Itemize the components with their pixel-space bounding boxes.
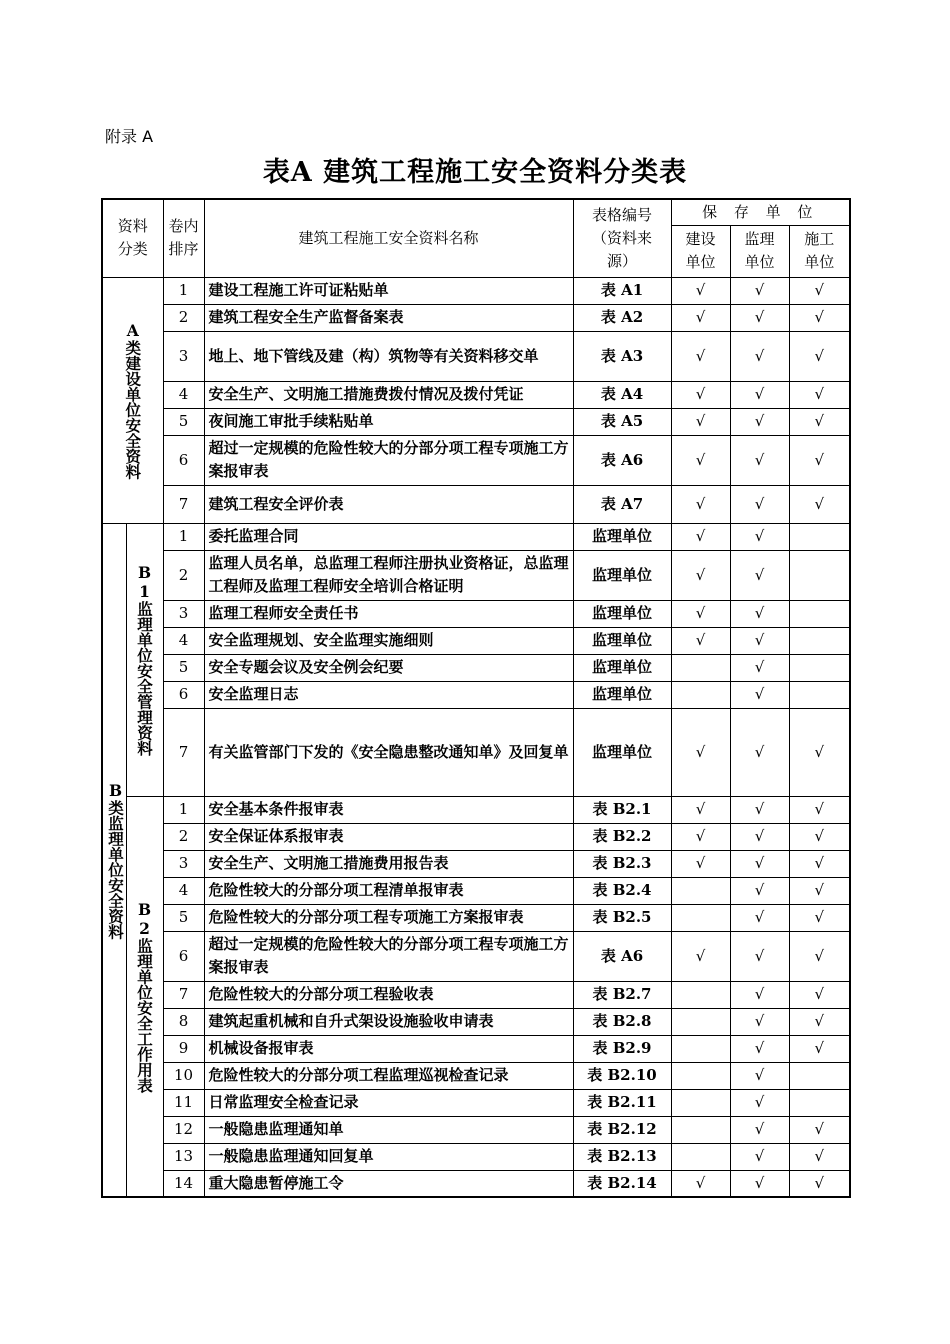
row-doc-name: 安全专题会议及安全例会纪要 bbox=[204, 654, 573, 681]
row-form-code: 表 B2.4 bbox=[573, 877, 671, 904]
check-supervise: √ bbox=[730, 550, 789, 600]
row-seq: 12 bbox=[163, 1116, 204, 1143]
row-form-code: 表 B2.3 bbox=[573, 850, 671, 877]
table-row bbox=[102, 1008, 850, 1035]
row-seq: 5 bbox=[163, 904, 204, 931]
check-construct: √ bbox=[789, 877, 850, 904]
check-supervise: √ bbox=[730, 523, 789, 550]
check-construct: √ bbox=[789, 850, 850, 877]
row-seq: 3 bbox=[163, 850, 204, 877]
row-doc-name: 危险性较大的分部分项工程清单报审表 bbox=[204, 877, 573, 904]
check-supervise: √ bbox=[730, 1035, 789, 1062]
check-supervise: √ bbox=[730, 708, 789, 796]
subcategory-label: B2监理单位安全工作用表 bbox=[135, 899, 154, 1093]
row-seq: 4 bbox=[163, 381, 204, 408]
table-row bbox=[102, 600, 850, 627]
check-construct bbox=[789, 1089, 850, 1116]
row-doc-name: 安全监理规划、安全监理实施细则 bbox=[204, 627, 573, 654]
check-build bbox=[671, 654, 730, 681]
row-seq: 10 bbox=[163, 1062, 204, 1089]
table-row bbox=[102, 1089, 850, 1116]
row-seq: 7 bbox=[163, 485, 204, 523]
row-seq: 6 bbox=[163, 681, 204, 708]
table-row bbox=[102, 381, 850, 408]
row-doc-name: 危险性较大的分部分项工程监理巡视检查记录 bbox=[204, 1062, 573, 1089]
row-form-code: 表 B2.9 bbox=[573, 1035, 671, 1062]
row-doc-name: 安全生产、文明施工措施费拨付情况及拨付凭证 bbox=[204, 381, 573, 408]
check-build bbox=[671, 1008, 730, 1035]
check-supervise: √ bbox=[730, 1143, 789, 1170]
row-form-code: 表 A6 bbox=[573, 931, 671, 981]
row-form-code: 监理单位 bbox=[573, 550, 671, 600]
check-supervise: √ bbox=[730, 981, 789, 1008]
table-row bbox=[102, 627, 850, 654]
row-seq: 7 bbox=[163, 708, 204, 796]
check-supervise: √ bbox=[730, 823, 789, 850]
row-form-code: 表 B2.2 bbox=[573, 823, 671, 850]
row-seq: 2 bbox=[163, 823, 204, 850]
row-seq: 2 bbox=[163, 304, 204, 331]
table-row bbox=[102, 1170, 850, 1197]
check-construct bbox=[789, 600, 850, 627]
row-doc-name: 重大隐患暂停施工令 bbox=[204, 1170, 573, 1197]
category-a-cell bbox=[102, 277, 163, 523]
check-construct bbox=[789, 627, 850, 654]
check-build: √ bbox=[671, 823, 730, 850]
table-row bbox=[102, 796, 850, 823]
table-row bbox=[102, 277, 850, 304]
header-category: 资料分类 bbox=[102, 199, 163, 277]
header-name: 建筑工程施工安全资料名称 bbox=[204, 199, 573, 277]
check-supervise: √ bbox=[730, 1170, 789, 1197]
check-construct bbox=[789, 1062, 850, 1089]
row-doc-name: 委托监理合同 bbox=[204, 523, 573, 550]
check-construct: √ bbox=[789, 304, 850, 331]
check-supervise: √ bbox=[730, 681, 789, 708]
table-row bbox=[102, 408, 850, 435]
row-seq: 11 bbox=[163, 1089, 204, 1116]
table-row bbox=[102, 1062, 850, 1089]
check-supervise: √ bbox=[730, 654, 789, 681]
row-form-code: 表 A6 bbox=[573, 435, 671, 485]
row-form-code: 表 B2.14 bbox=[573, 1170, 671, 1197]
row-form-code: 表 B2.8 bbox=[573, 1008, 671, 1035]
check-build: √ bbox=[671, 304, 730, 331]
check-construct bbox=[789, 654, 850, 681]
row-doc-name: 日常监理安全检查记录 bbox=[204, 1089, 573, 1116]
row-doc-name: 安全基本条件报审表 bbox=[204, 796, 573, 823]
row-doc-name: 安全保证体系报审表 bbox=[204, 823, 573, 850]
check-construct: √ bbox=[789, 408, 850, 435]
check-supervise: √ bbox=[730, 381, 789, 408]
row-form-code: 表 A1 bbox=[573, 277, 671, 304]
row-doc-name: 夜间施工审批手续粘贴单 bbox=[204, 408, 573, 435]
check-build: √ bbox=[671, 796, 730, 823]
row-form-code: 表 B2.12 bbox=[573, 1116, 671, 1143]
check-construct: √ bbox=[789, 435, 850, 485]
category-b-label: B类监理单位安全资料 bbox=[106, 780, 125, 939]
check-supervise: √ bbox=[730, 1116, 789, 1143]
row-form-code: 表 B2.1 bbox=[573, 796, 671, 823]
row-doc-name: 建筑起重机械和自升式架设设施验收申请表 bbox=[204, 1008, 573, 1035]
table-row bbox=[102, 654, 850, 681]
check-construct: √ bbox=[789, 1116, 850, 1143]
row-doc-name: 一般隐患监理通知回复单 bbox=[204, 1143, 573, 1170]
appendix-label: 附录 A bbox=[105, 127, 154, 146]
safety-document-table bbox=[101, 198, 851, 1198]
check-construct: √ bbox=[789, 331, 850, 381]
row-doc-name: 安全监理日志 bbox=[204, 681, 573, 708]
row-seq: 4 bbox=[163, 877, 204, 904]
check-build: √ bbox=[671, 485, 730, 523]
table-row bbox=[102, 981, 850, 1008]
check-supervise: √ bbox=[730, 1089, 789, 1116]
row-doc-name: 建筑工程安全评价表 bbox=[204, 485, 573, 523]
row-doc-name: 超过一定规模的危险性较大的分部分项工程专项施工方案报审表 bbox=[204, 435, 573, 485]
table-row bbox=[102, 931, 850, 981]
table-row bbox=[102, 550, 850, 600]
check-build bbox=[671, 1035, 730, 1062]
subcategory-label: B1监理单位安全管理资料 bbox=[135, 563, 154, 756]
row-form-code: 表 A3 bbox=[573, 331, 671, 381]
check-supervise: √ bbox=[730, 931, 789, 981]
header-seq: 卷内排序 bbox=[163, 199, 204, 277]
check-construct bbox=[789, 523, 850, 550]
check-supervise: √ bbox=[730, 1008, 789, 1035]
check-build bbox=[671, 904, 730, 931]
check-build: √ bbox=[671, 523, 730, 550]
check-supervise: √ bbox=[730, 904, 789, 931]
check-construct: √ bbox=[789, 796, 850, 823]
table-row bbox=[102, 904, 850, 931]
header-keep-units: 保 存 单 位 bbox=[671, 199, 850, 225]
table-row bbox=[102, 1035, 850, 1062]
row-seq: 3 bbox=[163, 331, 204, 381]
check-build: √ bbox=[671, 850, 730, 877]
table-row bbox=[102, 331, 850, 381]
check-build: √ bbox=[671, 600, 730, 627]
check-construct: √ bbox=[789, 823, 850, 850]
row-doc-name: 危险性较大的分部分项工程专项施工方案报审表 bbox=[204, 904, 573, 931]
row-doc-name: 超过一定规模的危险性较大的分部分项工程专项施工方案报审表 bbox=[204, 931, 573, 981]
check-construct: √ bbox=[789, 277, 850, 304]
row-doc-name: 机械设备报审表 bbox=[204, 1035, 573, 1062]
row-form-code: 监理单位 bbox=[573, 600, 671, 627]
row-doc-name: 建设工程施工许可证粘贴单 bbox=[204, 277, 573, 304]
check-build bbox=[671, 877, 730, 904]
check-build: √ bbox=[671, 381, 730, 408]
check-supervise: √ bbox=[730, 796, 789, 823]
table-row bbox=[102, 485, 850, 523]
row-doc-name: 监理工程师安全责任书 bbox=[204, 600, 573, 627]
check-construct: √ bbox=[789, 708, 850, 796]
row-doc-name: 安全生产、文明施工措施费用报告表 bbox=[204, 850, 573, 877]
row-doc-name: 一般隐患监理通知单 bbox=[204, 1116, 573, 1143]
check-supervise: √ bbox=[730, 600, 789, 627]
row-seq: 5 bbox=[163, 654, 204, 681]
check-construct: √ bbox=[789, 931, 850, 981]
row-form-code: 表 B2.10 bbox=[573, 1062, 671, 1089]
row-doc-name: 建筑工程安全生产监督备案表 bbox=[204, 304, 573, 331]
row-seq: 7 bbox=[163, 981, 204, 1008]
table-row bbox=[102, 304, 850, 331]
row-seq: 4 bbox=[163, 627, 204, 654]
check-construct: √ bbox=[789, 1170, 850, 1197]
check-construct: √ bbox=[789, 1035, 850, 1062]
page-title: 表A 建筑工程施工安全资料分类表 bbox=[262, 157, 688, 188]
header-unit-supervise: 监理单位 bbox=[730, 225, 789, 277]
check-build: √ bbox=[671, 331, 730, 381]
subcategory-cell bbox=[126, 523, 163, 796]
check-build: √ bbox=[671, 627, 730, 654]
check-supervise: √ bbox=[730, 277, 789, 304]
row-form-code: 监理单位 bbox=[573, 523, 671, 550]
category-b-cell bbox=[102, 523, 126, 1197]
table-row bbox=[102, 1116, 850, 1143]
table-row bbox=[102, 823, 850, 850]
check-supervise: √ bbox=[730, 435, 789, 485]
row-form-code: 监理单位 bbox=[573, 681, 671, 708]
check-construct: √ bbox=[789, 381, 850, 408]
check-construct bbox=[789, 550, 850, 600]
check-build: √ bbox=[671, 708, 730, 796]
row-form-code: 表 A4 bbox=[573, 381, 671, 408]
row-form-code: 表 A7 bbox=[573, 485, 671, 523]
row-seq: 14 bbox=[163, 1170, 204, 1197]
check-build bbox=[671, 1143, 730, 1170]
table-body bbox=[102, 277, 850, 1197]
row-form-code: 表 B2.13 bbox=[573, 1143, 671, 1170]
row-seq: 1 bbox=[163, 523, 204, 550]
check-build bbox=[671, 1062, 730, 1089]
row-seq: 6 bbox=[163, 931, 204, 981]
row-form-code: 监理单位 bbox=[573, 654, 671, 681]
check-construct: √ bbox=[789, 981, 850, 1008]
row-doc-name: 监理人员名单，总监理工程师注册执业资格证，总监理工程师及监理工程师安全培训合格证明 bbox=[204, 550, 573, 600]
header-code: 表格编号（资料来源） bbox=[573, 199, 671, 277]
check-build bbox=[671, 981, 730, 1008]
row-seq: 3 bbox=[163, 600, 204, 627]
check-build bbox=[671, 681, 730, 708]
subcategory-cell bbox=[126, 796, 163, 1197]
check-construct: √ bbox=[789, 485, 850, 523]
check-construct bbox=[789, 681, 850, 708]
check-supervise: √ bbox=[730, 1062, 789, 1089]
check-construct: √ bbox=[789, 904, 850, 931]
row-seq: 13 bbox=[163, 1143, 204, 1170]
row-form-code: 表 B2.7 bbox=[573, 981, 671, 1008]
header-unit-construct: 施工单位 bbox=[789, 225, 850, 277]
row-form-code: 表 B2.11 bbox=[573, 1089, 671, 1116]
check-construct: √ bbox=[789, 1143, 850, 1170]
check-supervise: √ bbox=[730, 304, 789, 331]
row-form-code: 表 B2.5 bbox=[573, 904, 671, 931]
table-row bbox=[102, 681, 850, 708]
row-form-code: 表 A5 bbox=[573, 408, 671, 435]
check-supervise: √ bbox=[730, 627, 789, 654]
header-unit-build: 建设单位 bbox=[671, 225, 730, 277]
check-build: √ bbox=[671, 435, 730, 485]
row-doc-name: 有关监管部门下发的《安全隐患整改通知单》及回复单 bbox=[204, 708, 573, 796]
table-row bbox=[102, 708, 850, 796]
row-seq: 6 bbox=[163, 435, 204, 485]
check-build: √ bbox=[671, 277, 730, 304]
row-seq: 2 bbox=[163, 550, 204, 600]
check-supervise: √ bbox=[730, 485, 789, 523]
table-row bbox=[102, 850, 850, 877]
table-row bbox=[102, 1143, 850, 1170]
category-a-label: A类建设单位安全资料 bbox=[123, 320, 143, 480]
row-form-code: 表 A2 bbox=[573, 304, 671, 331]
check-supervise: √ bbox=[730, 408, 789, 435]
check-construct: √ bbox=[789, 1008, 850, 1035]
row-seq: 1 bbox=[163, 277, 204, 304]
check-build bbox=[671, 1089, 730, 1116]
check-build bbox=[671, 1116, 730, 1143]
check-build: √ bbox=[671, 408, 730, 435]
check-supervise: √ bbox=[730, 850, 789, 877]
row-doc-name: 危险性较大的分部分项工程验收表 bbox=[204, 981, 573, 1008]
row-seq: 9 bbox=[163, 1035, 204, 1062]
table-row bbox=[102, 435, 850, 485]
table-row bbox=[102, 523, 850, 550]
row-form-code: 监理单位 bbox=[573, 627, 671, 654]
check-supervise: √ bbox=[730, 877, 789, 904]
row-seq: 5 bbox=[163, 408, 204, 435]
row-doc-name: 地上、地下管线及建（构）筑物等有关资料移交单 bbox=[204, 331, 573, 381]
check-supervise: √ bbox=[730, 331, 789, 381]
check-build: √ bbox=[671, 550, 730, 600]
check-build: √ bbox=[671, 1170, 730, 1197]
row-form-code: 监理单位 bbox=[573, 708, 671, 796]
row-seq: 1 bbox=[163, 796, 204, 823]
table-row bbox=[102, 877, 850, 904]
row-seq: 8 bbox=[163, 1008, 204, 1035]
check-build: √ bbox=[671, 931, 730, 981]
